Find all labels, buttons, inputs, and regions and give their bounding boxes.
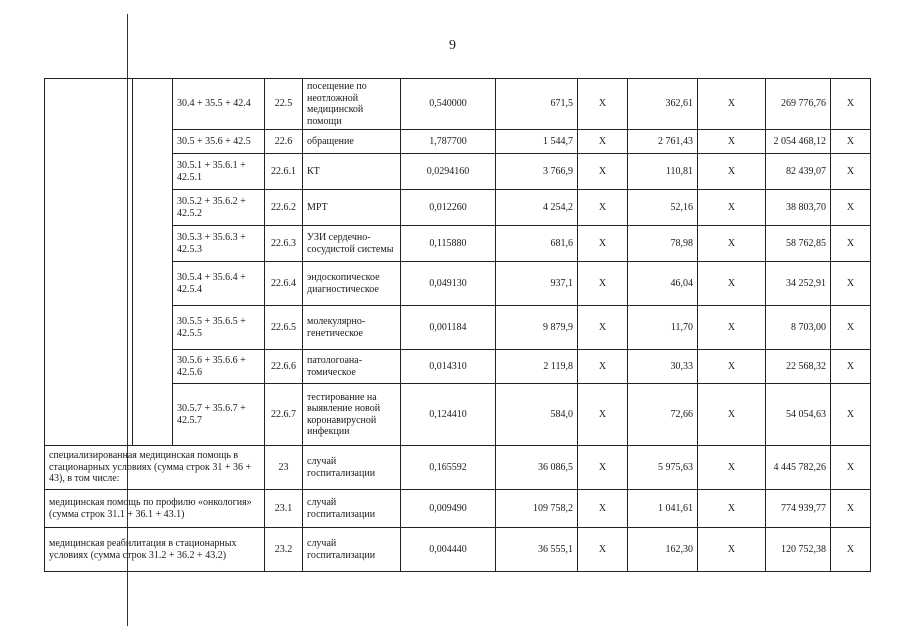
x-cell: X [831,226,871,262]
norm-cell: 0,014310 [401,350,496,384]
unit-cell: тестирование на выявление новой коронавирусной инфекции [303,384,401,446]
norm-cell: 0,540000 [401,79,496,130]
row-title-cell: медицинская реабилитация в стационарных условиях (сумма строк 31.2 + 36.2 + 43.2) [45,528,265,572]
norm-cell: 1,787700 [401,130,496,154]
x-cell: X [698,528,766,572]
per-capita-cell: 78,98 [628,226,698,262]
per-capita-cell: 72,66 [628,384,698,446]
line-number-cell: 22.6.7 [265,384,303,446]
norm-cell: 0,009490 [401,490,496,528]
x-cell: X [578,130,628,154]
per-capita-cell: 5 975,63 [628,446,698,490]
table-row [45,79,871,130]
x-cell: X [831,154,871,190]
line-number-cell: 23 [265,446,303,490]
lower-section [45,446,871,572]
unit-cell: УЗИ сердечно-сосудистой системы [303,226,401,262]
x-cell: X [698,490,766,528]
total-cell: 774 939,77 [766,490,831,528]
formula-cell: 30.5.3 + 35.6.3 + 42.5.3 [173,226,265,262]
row-title-cell: медицинская помощь по профилю «онкология» (сумма строк 31.1 + 36.1 + 43.1) [45,490,265,528]
x-cell: X [698,446,766,490]
total-cell: 58 762,85 [766,226,831,262]
norm-cell: 0,165592 [401,446,496,490]
formula-cell: 30.5 + 35.6 + 42.5 [173,130,265,154]
x-cell: X [698,154,766,190]
table-row [45,446,871,490]
unit-cell: КТ [303,154,401,190]
x-cell: X [831,130,871,154]
per-capita-cell: 46,04 [628,262,698,306]
x-cell: X [831,190,871,226]
per-capita-cell: 11,70 [628,306,698,350]
per-capita-cell: 362,61 [628,79,698,130]
unit-cell: молекулярно-генетическое [303,306,401,350]
unit-cell: случай госпитализации [303,490,401,528]
cost-cell: 671,5 [496,79,578,130]
unit-cell: эндоскопическое диагностическое [303,262,401,306]
norm-cell: 0,012260 [401,190,496,226]
cost-cell: 937,1 [496,262,578,306]
x-cell: X [831,528,871,572]
table-row [45,490,871,528]
total-cell: 4 445 782,26 [766,446,831,490]
x-cell: X [698,350,766,384]
formula-cell: 30.5.2 + 35.6.2 + 42.5.2 [173,190,265,226]
x-cell: X [831,384,871,446]
norm-cell: 0,049130 [401,262,496,306]
x-cell: X [578,226,628,262]
norm-cell: 0,124410 [401,384,496,446]
per-capita-cell: 52,16 [628,190,698,226]
x-cell: X [831,490,871,528]
table-row [45,528,871,572]
cost-cell: 9 879,9 [496,306,578,350]
line-number-cell: 22.6.5 [265,306,303,350]
x-cell: X [578,190,628,226]
cost-cell: 36 555,1 [496,528,578,572]
total-cell: 82 439,07 [766,154,831,190]
page-number: 9 [449,38,456,53]
cost-cell: 2 119,8 [496,350,578,384]
line-number-cell: 22.6.6 [265,350,303,384]
line-number-cell: 22.6.2 [265,190,303,226]
formula-cell: 30.5.4 + 35.6.4 + 42.5.4 [173,262,265,306]
x-cell: X [578,79,628,130]
cost-cell: 584,0 [496,384,578,446]
total-cell: 2 054 468,12 [766,130,831,154]
formula-cell: 30.5.5 + 35.6.5 + 42.5.5 [173,306,265,350]
x-cell: X [831,79,871,130]
per-capita-cell: 162,30 [628,528,698,572]
norm-cell: 0,001184 [401,306,496,350]
x-cell: X [578,490,628,528]
line-number-cell: 22.6.3 [265,226,303,262]
total-cell: 54 054,63 [766,384,831,446]
per-capita-cell: 2 761,43 [628,130,698,154]
x-cell: X [698,384,766,446]
line-number-cell: 22.6.4 [265,262,303,306]
x-cell: X [831,350,871,384]
line-number-cell: 23.1 [265,490,303,528]
x-cell: X [578,306,628,350]
total-cell: 120 752,38 [766,528,831,572]
x-cell: X [831,262,871,306]
data-table [44,78,871,572]
x-cell: X [578,528,628,572]
line-number-cell: 22.5 [265,79,303,130]
line-number-cell: 22.6 [265,130,303,154]
merged-empty-cell [133,79,173,446]
x-cell: X [698,130,766,154]
x-cell: X [698,226,766,262]
norm-cell: 0,115880 [401,226,496,262]
per-capita-cell: 110,81 [628,154,698,190]
total-cell: 8 703,00 [766,306,831,350]
norm-cell: 0,0294160 [401,154,496,190]
upper-section [45,79,871,446]
row-title-cell: специализированная медицинская помощь в стационарных условиях (сумма строк 31 + 36 + 43), в том числе: [45,446,265,490]
per-capita-cell: 1 041,61 [628,490,698,528]
x-cell: X [578,262,628,306]
cost-cell: 3 766,9 [496,154,578,190]
unit-cell: посещение по неотложной медицинской помощи [303,79,401,130]
total-cell: 22 568,32 [766,350,831,384]
x-cell: X [578,384,628,446]
x-cell: X [698,79,766,130]
total-cell: 34 252,91 [766,262,831,306]
x-cell: X [578,154,628,190]
cost-cell: 36 086,5 [496,446,578,490]
cost-cell: 109 758,2 [496,490,578,528]
unit-cell: МРТ [303,190,401,226]
line-number-cell: 23.2 [265,528,303,572]
unit-cell: случай госпитализации [303,528,401,572]
per-capita-cell: 30,33 [628,350,698,384]
x-cell: X [831,306,871,350]
formula-cell: 30.5.6 + 35.6.6 + 42.5.6 [173,350,265,384]
cost-cell: 4 254,2 [496,190,578,226]
merged-empty-cell [45,79,133,446]
x-cell: X [698,306,766,350]
cost-cell: 681,6 [496,226,578,262]
x-cell: X [578,446,628,490]
x-cell: X [831,446,871,490]
formula-cell: 30.5.1 + 35.6.1 + 42.5.1 [173,154,265,190]
total-cell: 269 776,76 [766,79,831,130]
unit-cell: патологоана-томическое [303,350,401,384]
norm-cell: 0,004440 [401,528,496,572]
line-number-cell: 22.6.1 [265,154,303,190]
formula-cell: 30.4 + 35.5 + 42.4 [173,79,265,130]
x-cell: X [578,350,628,384]
cost-cell: 1 544,7 [496,130,578,154]
unit-cell: случай госпитализации [303,446,401,490]
total-cell: 38 803,70 [766,190,831,226]
x-cell: X [698,190,766,226]
unit-cell: обращение [303,130,401,154]
formula-cell: 30.5.7 + 35.6.7 + 42.5.7 [173,384,265,446]
x-cell: X [698,262,766,306]
